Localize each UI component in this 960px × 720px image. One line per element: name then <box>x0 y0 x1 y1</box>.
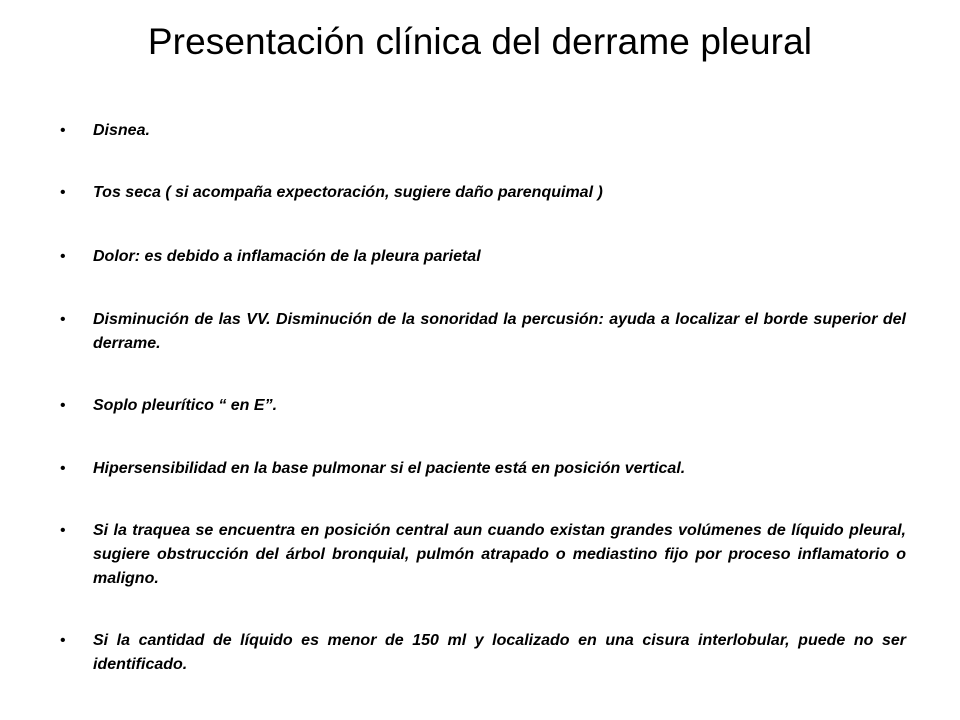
bullet-text: Hipersensibilidad en la base pulmonar si el paciente está en posición vertical. <box>93 460 686 477</box>
bullet-item-cantidad-liquido <box>60 629 906 677</box>
bullet-dot-icon: • <box>60 522 66 539</box>
bullet-item-hipersensibilidad <box>60 457 906 481</box>
bullet-item-soplo-pleuritico <box>60 394 906 418</box>
bullet-item-disminucion-vv <box>60 308 906 356</box>
bullet-dot-icon: • <box>60 632 66 649</box>
bullet-dot-icon: • <box>60 311 66 328</box>
bullet-text: Dolor: es debido a inflamación de la pleura parietal <box>93 248 481 265</box>
bullet-item-dolor <box>60 245 906 269</box>
bullet-dot-icon: • <box>60 460 66 477</box>
bullet-item-traquea <box>60 519 906 591</box>
bullet-text: Si la traquea se encuentra en posición central aun cuando existan grandes volúmenes de líquido pleural, sugiere obstrucción del árbol bronquial, pulmón atrapado o mediastino fijo por proceso inflamatorio o maligno. <box>93 522 906 587</box>
slide-title: Presentación clínica del derrame pleural <box>147 21 813 62</box>
bullet-item-disnea <box>60 119 906 143</box>
bullet-item-tos-seca <box>60 181 906 205</box>
bullet-text: Soplo pleurítico “ en E”. <box>93 397 278 414</box>
bullet-list <box>60 110 906 677</box>
bullet-dot-icon: • <box>60 122 66 139</box>
bullet-text: Disminución de las VV. Disminución de la sonoridad la percusión: ayuda a localizar el borde superior del derrame. <box>93 311 906 352</box>
bullet-text: Disnea. <box>93 122 150 139</box>
bullet-dot-icon: • <box>60 248 66 265</box>
bullet-text: Si la cantidad de líquido es menor de 150 ml y localizado en una cisura interlobular, puede no ser identificado. <box>93 632 906 673</box>
bullet-text: Tos seca ( si acompaña expectoración, sugiere daño parenquimal ) <box>93 184 603 201</box>
bullet-dot-icon: • <box>60 397 66 414</box>
bullet-dot-icon: • <box>60 184 66 201</box>
